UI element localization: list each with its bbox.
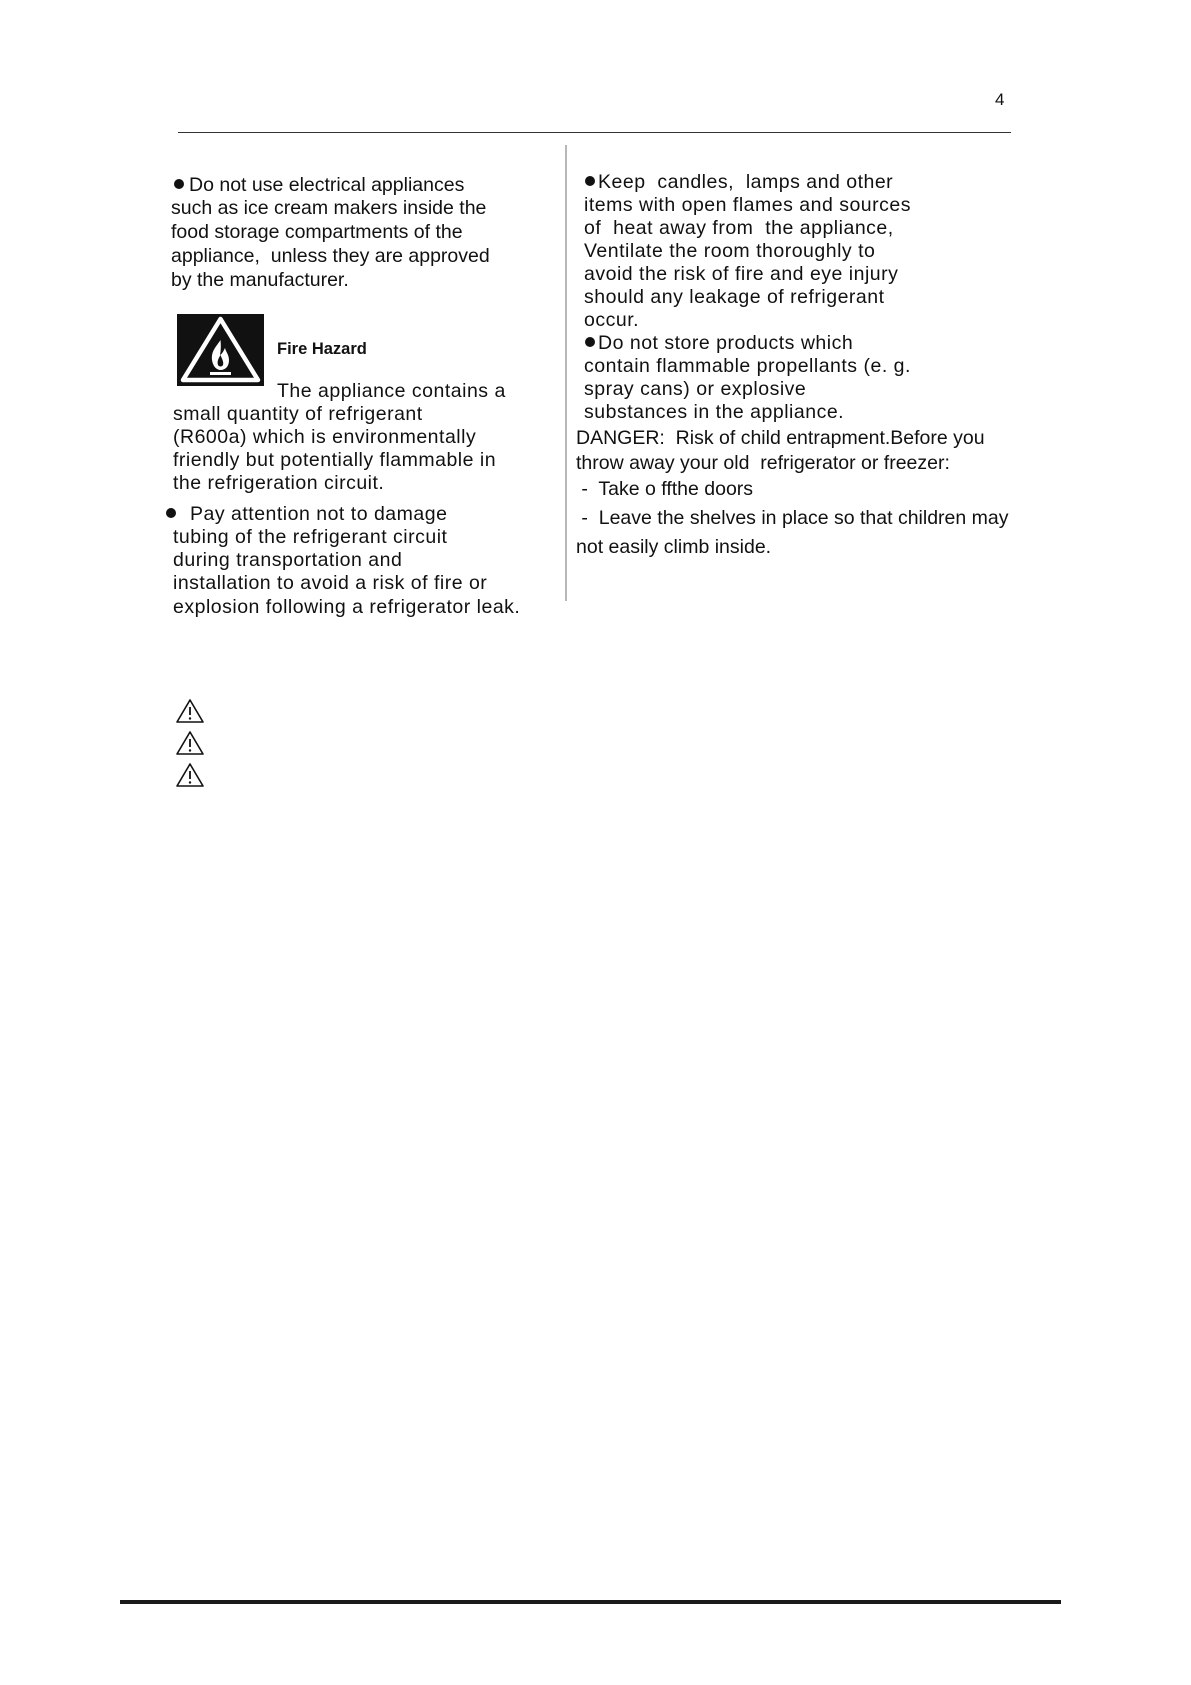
right-para-1-line-4: Ventilate the room thoroughly to [584, 240, 876, 262]
left-para-1-line-1: Do not use electrical appliances [174, 174, 464, 197]
bullet-icon [166, 508, 176, 518]
left-para-3-line-4: installation to avoid a risk of fire or [173, 572, 488, 594]
bullet-icon [585, 337, 595, 347]
left-para-3-line-3: during transportation and [173, 549, 403, 571]
right-para-2-line-1: Do not store products which [585, 332, 853, 355]
column-divider [565, 145, 567, 601]
right-para-2-line-4: substances in the appliance. [584, 401, 845, 423]
right-para-1-line-1: Keep candles, lamps and other [585, 171, 893, 194]
left-para-1-line-4: appliance, unless they are approved [171, 245, 490, 267]
danger-line-2: throw away your old refrigerator or freezer: [576, 452, 950, 474]
right-para-2-line-3: spray cans) or explosive [584, 378, 807, 400]
left-para-3-line-1: Pay attention not to damage [166, 503, 447, 526]
left-para-2-line-2: small quantity of refrigerant [173, 403, 423, 425]
left-para-1-line-3: food storage compartments of the [171, 221, 463, 243]
left-para-2-line-4: friendly but potentially flammable in [173, 449, 497, 471]
right-para-1-line-6: should any leakage of refrigerant [584, 286, 885, 308]
right-para-1-line-5: avoid the risk of fire and eye injury [584, 263, 899, 285]
left-para-2-line-5: the refrigeration circuit. [173, 472, 385, 494]
bullet-icon [585, 176, 595, 186]
bullet-icon [174, 179, 184, 189]
page-number: 4 [995, 90, 1005, 109]
right-para-1-line-7: occur. [584, 309, 640, 331]
warning-triangle-icon [175, 698, 205, 724]
footer-rule [120, 1600, 1061, 1604]
warning-triangle-icon [175, 730, 205, 756]
danger-line-1: DANGER: Risk of child entrapment.Before you [576, 427, 985, 449]
right-para-2-line-2: contain flammable propellants (e. g. [584, 355, 911, 377]
right-para-1-line-2: items with open flames and sources [584, 194, 911, 216]
danger-line-5: not easily climb inside. [576, 536, 772, 558]
fire-hazard-label: Fire Hazard [277, 340, 367, 358]
left-para-3-line-5: explosion following a refrigerator leak. [173, 596, 521, 618]
left-para-1-line-2: such as ice cream makers inside the [171, 197, 487, 219]
warning-triangle-icon [175, 762, 205, 788]
left-para-3-line-2: tubing of the refrigerant circuit [173, 526, 448, 548]
flammable-warning-icon [177, 314, 264, 386]
left-para-2-line-3: (R600a) which is environmentally [173, 426, 477, 448]
danger-line-3: - Take o ffthe doors [576, 478, 754, 500]
left-para-1-line-5: by the manufacturer. [171, 269, 349, 291]
left-para-2-line-1: The appliance contains a [277, 380, 506, 402]
right-para-1-line-3: of heat away from the appliance, [584, 217, 894, 239]
danger-line-4: - Leave the shelves in place so that children may [576, 507, 1009, 529]
header-rule [178, 132, 1011, 133]
